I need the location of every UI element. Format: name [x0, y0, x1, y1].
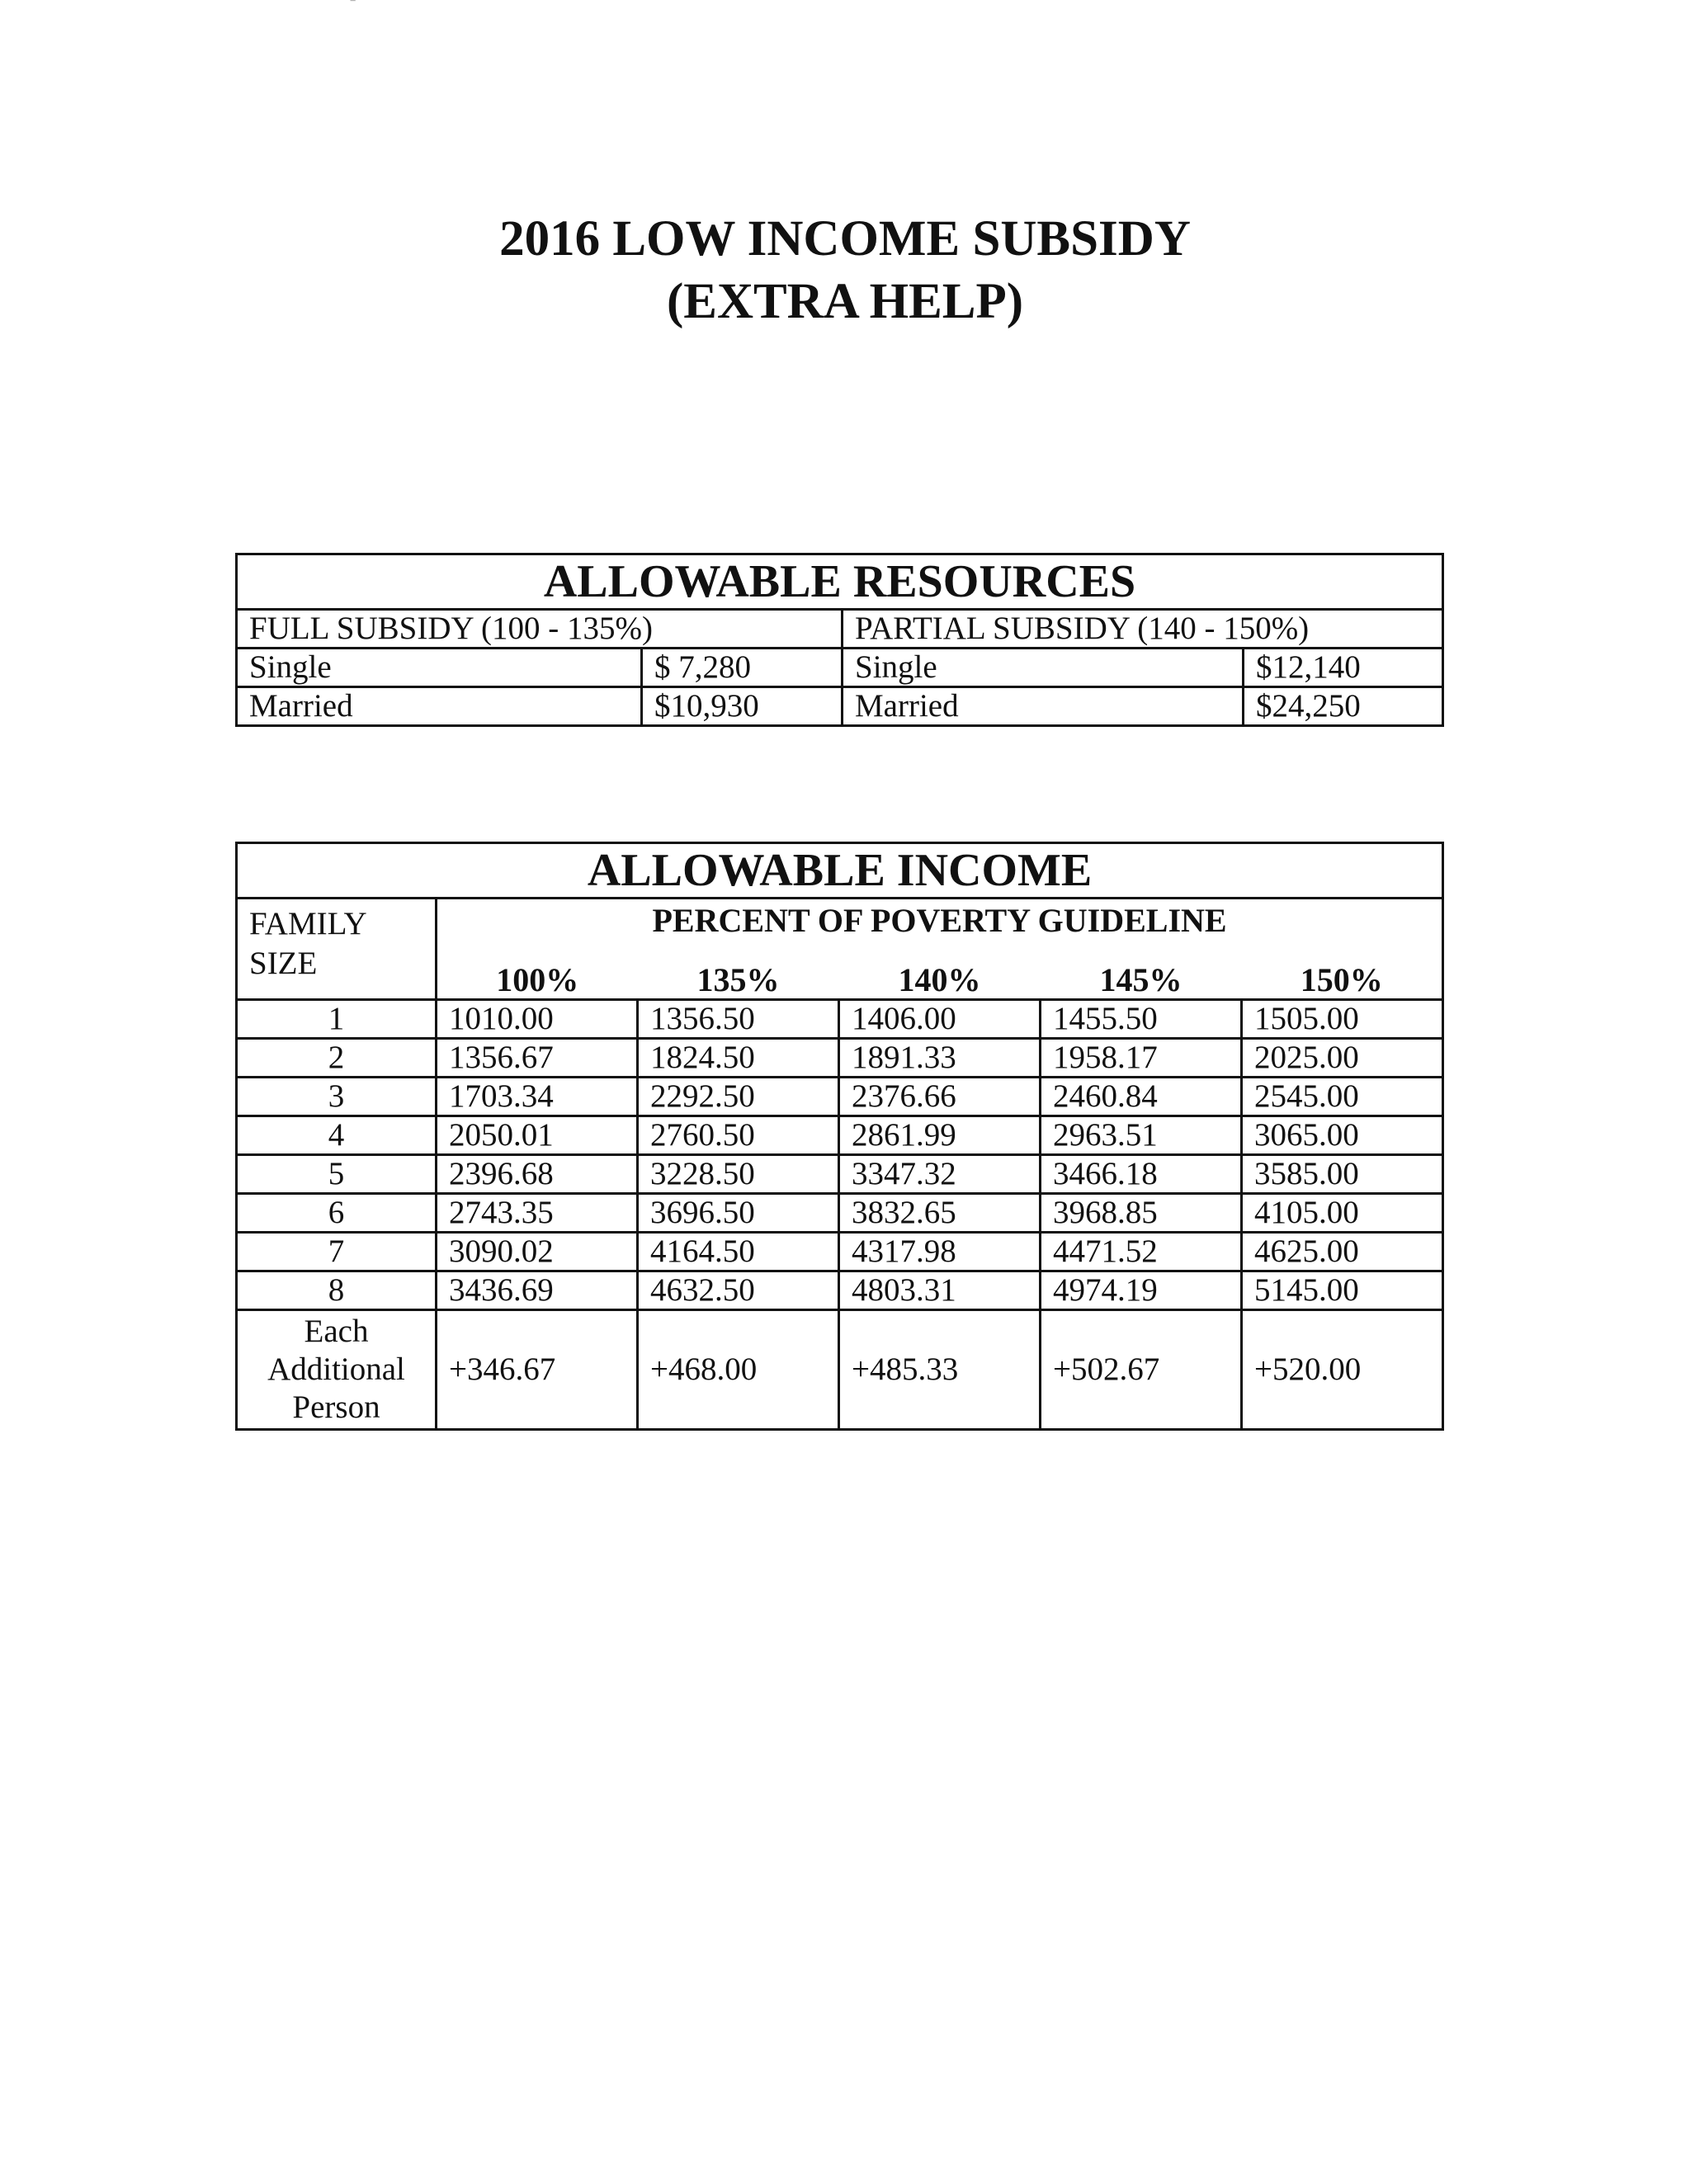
table-row	[237, 1233, 1443, 1271]
partial-subsidy-label: PARTIAL SUBSIDY (140 - 150%)	[843, 610, 1443, 649]
income-value-cell: 3696.50	[638, 1194, 839, 1233]
income-value-cell: 5145.00	[1242, 1271, 1443, 1310]
income-heading: ALLOWABLE INCOME	[237, 843, 1443, 899]
table-row	[237, 1155, 1443, 1194]
family-size-cell: 3	[237, 1078, 437, 1116]
family-size-header: FAMILY SIZE	[237, 899, 437, 1000]
full-status: Married	[237, 687, 642, 726]
income-value-cell: 1010.00	[437, 1000, 638, 1039]
percent-header: 150%	[1242, 939, 1443, 1000]
income-value-cell: 1703.34	[437, 1078, 638, 1116]
partial-amount: $12,140	[1244, 649, 1443, 687]
family-size-cell: 2	[237, 1039, 437, 1078]
table-row	[237, 687, 1443, 726]
table-row	[237, 1194, 1443, 1233]
additional-person-row	[237, 1310, 1443, 1430]
page-title	[0, 208, 1690, 333]
income-value-cell: 2963.51	[1041, 1116, 1242, 1155]
scan-mark: ‾	[351, 0, 356, 14]
full-subsidy-label: FULL SUBSIDY (100 - 135%)	[237, 610, 843, 649]
income-value-cell: 3466.18	[1041, 1155, 1242, 1194]
full-status: Single	[237, 649, 642, 687]
income-value-cell: 2396.68	[437, 1155, 638, 1194]
income-value-cell: 3968.85	[1041, 1194, 1242, 1233]
income-value-cell: 3436.69	[437, 1271, 638, 1310]
income-value-cell: 3347.32	[839, 1155, 1041, 1194]
income-value-cell: 1356.67	[437, 1039, 638, 1078]
income-value-cell: 3228.50	[638, 1155, 839, 1194]
family-size-cell: 1	[237, 1000, 437, 1039]
family-size-cell: 7	[237, 1233, 437, 1271]
percent-header: 135%	[638, 939, 839, 1000]
income-value-cell: 1891.33	[839, 1039, 1041, 1078]
full-amount: $ 7,280	[642, 649, 843, 687]
income-value-cell: 4105.00	[1242, 1194, 1443, 1233]
income-value-cell: 2545.00	[1242, 1078, 1443, 1116]
table-row	[237, 1078, 1443, 1116]
resources-heading: ALLOWABLE RESOURCES	[237, 554, 1443, 610]
full-amount: $10,930	[642, 687, 843, 726]
title-line-1: 2016 LOW INCOME SUBSIDY	[499, 211, 1191, 267]
additional-person-label: Each Additional Person	[237, 1310, 437, 1430]
additional-value: +346.67	[437, 1310, 638, 1430]
table-row	[237, 649, 1443, 687]
income-value-cell: 2376.66	[839, 1078, 1041, 1116]
income-value-cell: 4803.31	[839, 1271, 1041, 1310]
income-value-cell: 1958.17	[1041, 1039, 1242, 1078]
table-row	[237, 1116, 1443, 1155]
additional-value: +468.00	[638, 1310, 839, 1430]
family-size-cell: 6	[237, 1194, 437, 1233]
percent-header: 100%	[437, 939, 638, 1000]
table-row	[237, 1039, 1443, 1078]
income-value-cell: 4471.52	[1041, 1233, 1242, 1271]
income-value-cell: 3832.65	[839, 1194, 1041, 1233]
allowable-resources-table	[235, 553, 1444, 727]
poverty-guideline-header: PERCENT OF POVERTY GUIDELINE	[437, 899, 1443, 940]
income-value-cell: 3090.02	[437, 1233, 638, 1271]
income-value-cell: 2460.84	[1041, 1078, 1242, 1116]
income-value-cell: 4974.19	[1041, 1271, 1242, 1310]
allowable-income-table	[235, 842, 1444, 1431]
income-value-cell: 4164.50	[638, 1233, 839, 1271]
income-value-cell: 2861.99	[839, 1116, 1041, 1155]
income-value-cell: 2050.01	[437, 1116, 638, 1155]
income-value-cell: 1455.50	[1041, 1000, 1242, 1039]
percent-header: 145%	[1041, 939, 1242, 1000]
income-value-cell: 2760.50	[638, 1116, 839, 1155]
partial-status: Single	[843, 649, 1244, 687]
table-row	[237, 1271, 1443, 1310]
income-value-cell: 2292.50	[638, 1078, 839, 1116]
percent-header: 140%	[839, 939, 1041, 1000]
additional-value: +520.00	[1242, 1310, 1443, 1430]
additional-value: +502.67	[1041, 1310, 1242, 1430]
income-value-cell: 3065.00	[1242, 1116, 1443, 1155]
family-size-cell: 8	[237, 1271, 437, 1310]
partial-status: Married	[843, 687, 1244, 726]
income-value-cell: 2743.35	[437, 1194, 638, 1233]
income-value-cell: 4625.00	[1242, 1233, 1443, 1271]
income-value-cell: 1505.00	[1242, 1000, 1443, 1039]
partial-amount: $24,250	[1244, 687, 1443, 726]
table-row	[237, 1000, 1443, 1039]
family-size-cell: 5	[237, 1155, 437, 1194]
income-value-cell: 4317.98	[839, 1233, 1041, 1271]
income-value-cell: 1356.50	[638, 1000, 839, 1039]
income-value-cell: 1824.50	[638, 1039, 839, 1078]
income-value-cell: 1406.00	[839, 1000, 1041, 1039]
income-rows	[237, 1000, 1443, 1310]
family-size-cell: 4	[237, 1116, 437, 1155]
income-value-cell: 4632.50	[638, 1271, 839, 1310]
additional-value: +485.33	[839, 1310, 1041, 1430]
income-value-cell: 3585.00	[1242, 1155, 1443, 1194]
title-line-2: (EXTRA HELP)	[666, 274, 1024, 329]
income-value-cell: 2025.00	[1242, 1039, 1443, 1078]
